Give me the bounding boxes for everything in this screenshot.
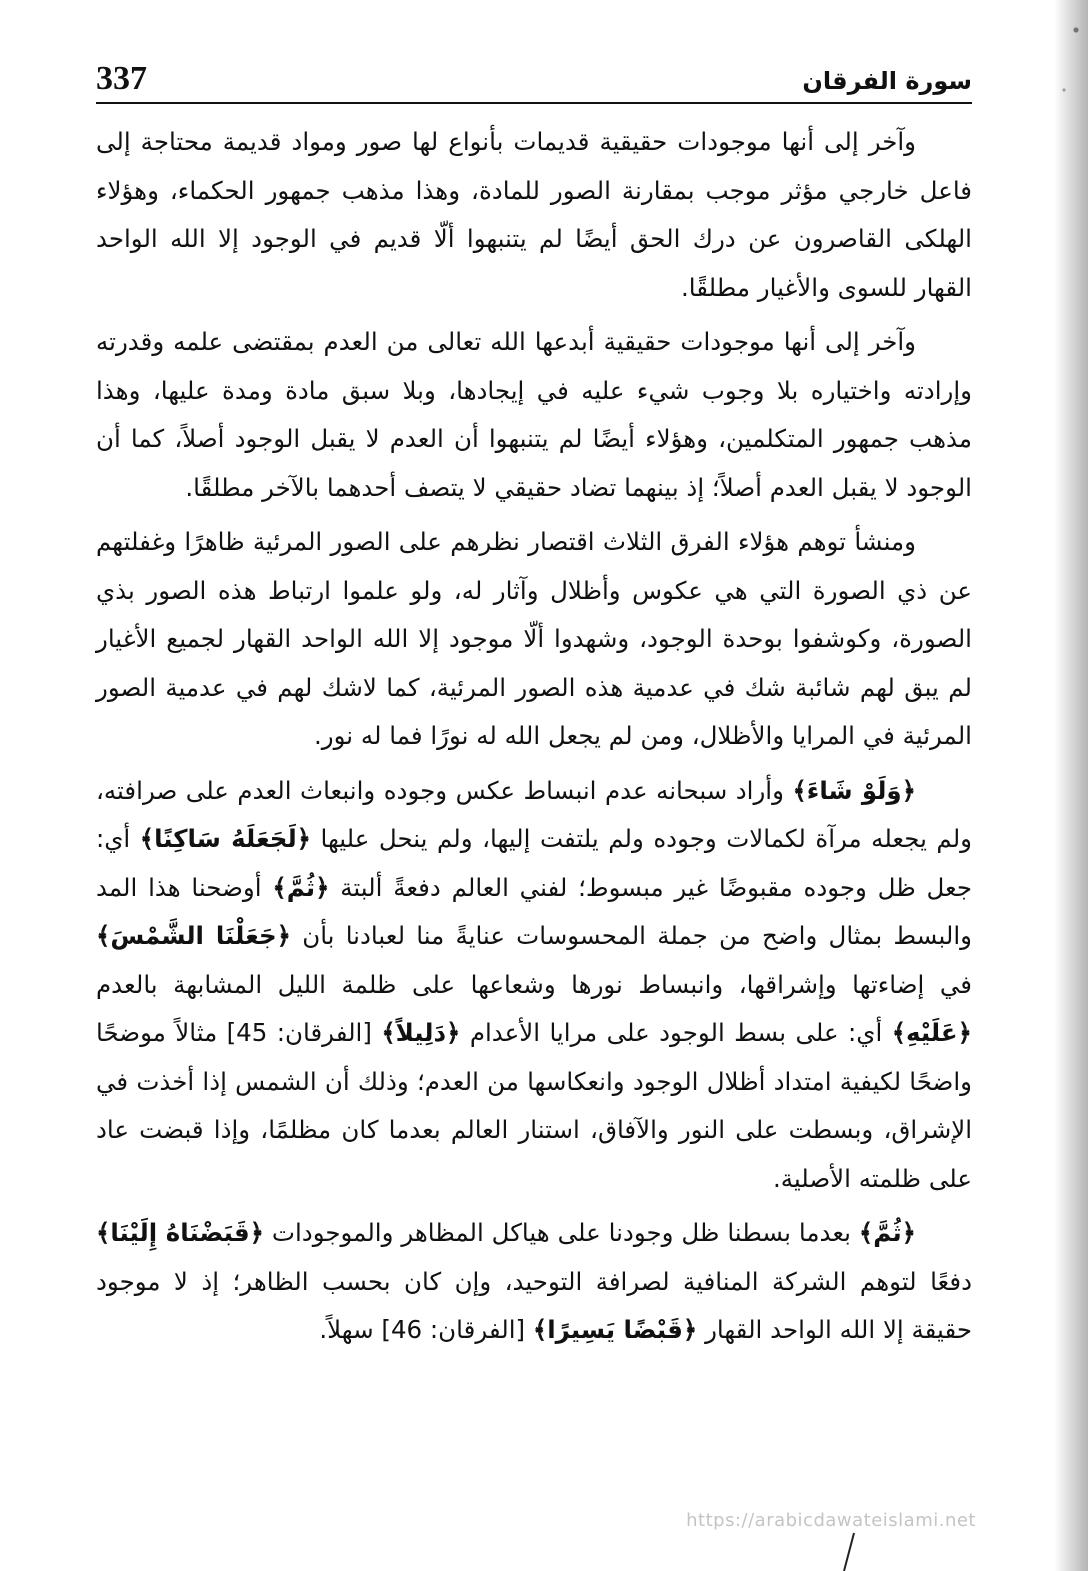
paragraph <box>96 118 972 312</box>
text-segment: [الفرقان: 45] مثالاً موضحًا واضحًا لكيفية امتداد أظلال الوجود وانعكاسها من العدم؛ وذلك أن الشمس إذا أخذت في الإشراق، وبسطت على النور والآفاق، استنار العالم بعدما كان مظلمًا، وإذا قبضت عاد على ظلمته الأصلية. <box>96 1018 972 1193</box>
quran-quote: ﴿ثُمَّ﴾ <box>272 872 330 902</box>
text-segment: بعدما بسطنا ظل وجودنا على هياكل المظاهر والموجودات <box>264 1218 859 1247</box>
text-segment: أوضحنا هذا المد والبسط بمثال واضح من جملة المحسوسات عنايةً منا لعبادنا بأن <box>96 872 973 950</box>
stray-pen-mark <box>832 1531 872 1571</box>
text-segment: ومنشأ توهم هؤلاء الفرق الثلاث اقتصار نظرهم على الصور المرئية ظاهرًا وغفلتهم عن ذي الصورة التي هي عكوس وأظلال وآثار له، ولو علموا ارتباط هذه الصور بذي الصورة، وكوشفوا بوحدة الوجود، وشهدوا ألّا موجود إلا الله الواحد القهار لجميع الأغيار لم يبق لهم شائبة شك في عدمية هذه الصور المرئية، كما لاشك لهم في عدمية الصور المرئية في المرايا والأظلال، ومن لم يجعل الله له نورًا فما له نور. <box>96 527 972 750</box>
text-segment: أي: جعل ظل وجوده مقبوضًا غير مبسوط؛ لفني العالم دفعةً ألبتة <box>96 824 972 902</box>
page-header <box>96 52 972 104</box>
quran-quote: ﴿لَجَعَلَهُ سَاكِنًا﴾ <box>139 824 311 853</box>
watermark-url: https://arabicdawateislami.net <box>686 1510 976 1531</box>
text-segment: دفعًا لتوهم الشركة المنافية لصرافة التوحيد، وإن كان بحسب الظاهر؛ إذ لا موجود حقيقة إلا الله الواحد القهار <box>96 1266 972 1344</box>
quran-quote: ﴿قَبْضًا يَسِيرًا﴾ <box>532 1315 698 1344</box>
text-segment: [الفرقان: 46] سهلاً. <box>319 1315 533 1344</box>
quran-quote: ﴿جَعَلْنَا الشَّمْسَ﴾ <box>96 921 291 950</box>
paragraph <box>96 318 972 512</box>
text-segment: في إضاءتها وإشراقها، وانبساط نورها وشعاعها على ظلمة الليل المشابهة بالعدم <box>96 969 972 999</box>
quran-quote: ﴿وَلَوْ شَاءَ﴾ <box>792 775 916 805</box>
quran-quote: ﴿دَلِيلاً﴾ <box>381 1018 461 1047</box>
text-segment: وآخر إلى أنها موجودات حقيقية قديمات بأنواع لها صور ومواد قديمة محتاجة إلى فاعل خارجي مؤثر موجب بمقارنة الصور للمادة، وهذا مذهب جمهور الحكماء، وهؤلاء الهلكى القاصرون عن درك الحق أيضًا لم يتنبهوا ألّا قديم في الوجود إلا الله الواحد القهار للسوى والأغيار مطلقًا. <box>96 127 972 302</box>
paragraph <box>96 767 972 1204</box>
quran-quote: ﴿عَلَيْهِ﴾ <box>891 1018 972 1047</box>
paragraph <box>96 518 972 761</box>
scan-shadow-edge <box>1054 0 1088 1571</box>
commentary-body <box>96 118 972 1355</box>
surah-title: سورة الفرقان <box>802 67 972 95</box>
paragraph <box>96 1209 972 1355</box>
text-segment: وأراد سبحانه عدم انبساط عكس وجوده وانبعاث العدم على صرافته، ولم يجعله مرآة لكمالات وجوده ولم يلتفت إليها، ولم ينحل عليها <box>96 775 972 853</box>
text-segment: وآخر إلى أنها موجودات حقيقية أبدعها الله تعالى من العدم بمقتضى علمه وقدرته وإرادته واختياره بلا وجوب شيء عليه في إيجادها، وبلا سبق مادة ومدة عليها، وهذا مذهب جمهور المتكلمين، وهؤلاء أيضًا لم يتنبهوا أن العدم لا يقبل الوجود أصلاً، كما أن الوجود لا يقبل العدم أصلاً؛ إذ بينهما تضاد حقيقي لا يتصف أحدهما بالآخر مطلقًا. <box>96 327 972 502</box>
page-number: 337 <box>96 60 147 97</box>
scan-specks <box>1028 0 1088 150</box>
text-segment: أي: على بسط الوجود على مرايا الأعدام <box>460 1018 892 1047</box>
quran-quote: ﴿قَبَضْنَاهُ إِلَيْنَا﴾ <box>96 1218 265 1247</box>
quran-quote: ﴿ثُمَّ﴾ <box>858 1218 917 1247</box>
